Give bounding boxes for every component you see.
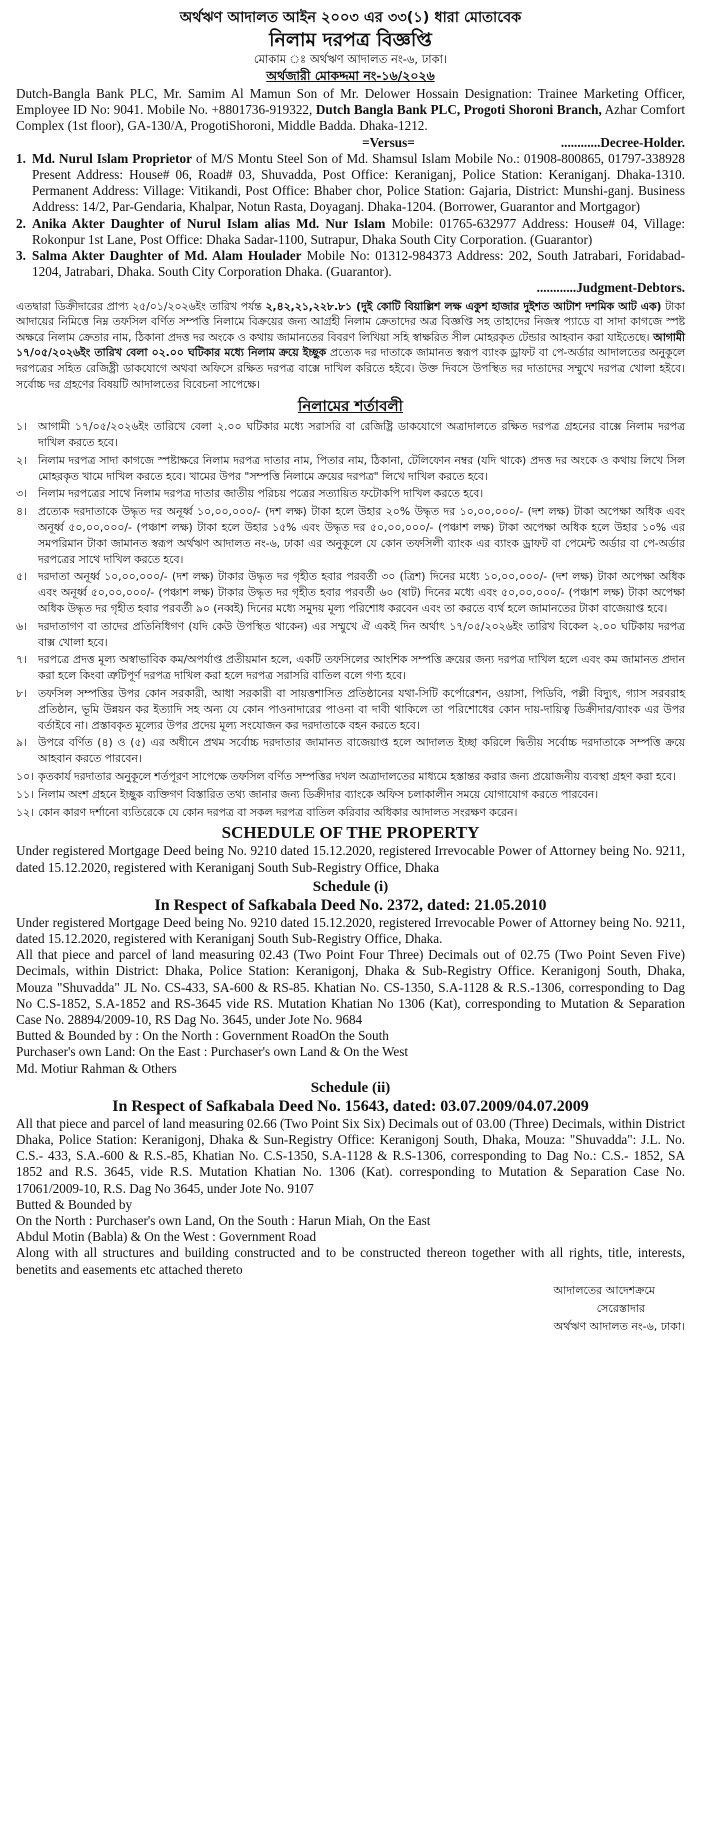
notice-title: নিলাম দরপত্র বিজ্ঞপ্তি (269, 29, 432, 51)
debtor-item (16, 216, 685, 248)
condition-number: ৩। (16, 487, 27, 501)
signature-court: অর্থঋণ আদালত নং-৬, ঢাকা। (553, 1319, 685, 1333)
schedule-ii-text-1: All that piece and parcel of land measuring 02.66 (Two Point Six Six) Decimals out of 03.00 (Three) Decimals, within District Dhaka, Police Station: Keranigonj, Dhaka & Sun-Registry Office: Keranigonj South, Dhaka, Mouza: "Shuvadda": J.L. No. C.S.- 433, S.A.-600 & R.S.-85, Khatian No. C.S-1350, S.A-1128 & R.S-1306, corresponding to Dag No.: C.S.- 1852, SA 1852 and R.S. 3645, vide R.S. Mutation Khatian No. 1306 (Kat). corresponding to Mutation & Separation Case No. 17061/2009-10, R.S. Dag No 3645, under Jote No. 9107 (16, 1115, 685, 1196)
condition-text: নিলাম দরপত্রের সাথে নিলাম দরপত্র দাতার জাতীয় পরিচয় পত্রের সত্যায়িত ফটোকপি দাখিল করতে হবে। (38, 487, 484, 501)
debtor-number: 2. (16, 215, 26, 231)
condition-text: নিলাম দরপত্র সাদা কাগজে স্পষ্টাক্ষরে নিলাম দরপত্র দাতার নাম, পিতার নাম, ঠিকানা, টেলিফোন নম্বর (যদি থাকে) প্রদত্ত দর অংকে ও কথায় লিখে সিল মোহরকৃত খামে দাখিল করতে হবে। খামের উপর "সম্পত্তি নিলামে ক্রয়ের দরপত্র" লিখে দাখিল করতে হবে। (38, 453, 685, 483)
condition-text: তফসিল সম্পত্তির উপর কোন সরকারী, আধা সরকারী বা সায়ত্তশাসিত প্রতিষ্ঠানের যথা-সিটি কর্পোরেশন, ওয়াসা, পিডিবি, পল্লী বিদ্যুৎ, গ্যাস সরবরাহ প্রতিষ্ঠান, ভূমি উন্নয়ন কর ইত্যাদি সহ অন্য যে কোন পাওনাদারের পাওনা বা দাবী থাকিলে তা পরিশোধের কোন দায়-দায়িত্ব ডিক্রীদার/ব্যাংক এর উপর বর্তাইবে না। প্রস্তাবকৃত মূল্যের উপর প্রদেয় মূল্য সংযোজন কর দরদাতাকে বহন করতে হবে। (38, 686, 685, 732)
decree-holder-block (16, 86, 685, 135)
condition-number: ১২। (16, 805, 34, 819)
condition-number: ৮। (16, 686, 27, 700)
notice-text-1: এতদ্বারা ডিক্রীদারের প্রাপ্য ২৫/০১/২০২৬ইং তারিখ পর্যন্ত (16, 299, 266, 313)
condition-text: প্রত্যেক দরদাতাকে উদ্ধৃত দর অনূর্ধ্ব ১০,০০,০০০/- (দশ লক্ষ) টাকা হলে উহার ২০% উদ্ধৃত দর ১০,০০,০০০/- (দশ লক্ষ) টাকা অপেক্ষা অধিক এবং অনূর্ধ্ব ৫০,০০,০০০/- (পঞ্চাশ লক্ষ) টাকা হলে উহার ১৫% এবং উদ্ধৃত দর ৫০,০০,০০০/- (পঞ্চাশ লক্ষ) টাকা অপেক্ষা অধিক হলে উহার ১০% এর সমপরিমান টাকা জামানত স্বরূপ অর্থঋণ আদালত নং-৬, ঢাকা এর অনুকূলে যে কোন তফসিলী ব্যাংক এর ব্যাংক ড্রাফট বা পেমেন্ট অর্ডার বা পে-অর্ডার দরপত্রের সাথে দাখিল করতে হবে। (38, 505, 685, 566)
debtor-number: 1. (16, 150, 26, 166)
condition-item (16, 504, 685, 567)
condition-number: ৬। (16, 619, 27, 633)
debtor-text: of M/S Montu Steel Son of Md. Shamsul Islam Mobile No.: 01908-800865, 01797-338928 Present Address: House# 06, Road# 03, Shuvadda, Post Office: Keraniganj, Police Station: Keraniganj. Dhaka-1310. Permanent Address: Village: Vitikandi, Post Office: Bhaber chor, Police Station: Gajaria, District: Munshi-ganj. Business Address: 14/2, Par-Gendaria, Khalpar, Notun Rasta, Doyaganj. Dhaka-1204. (Borrower, Guarantor and Mortgagor) (32, 150, 685, 215)
debtor-number: 3. (16, 248, 26, 264)
condition-item (16, 419, 685, 451)
schedule-i-boundary-3: Md. Motiur Rahman & Others (16, 1060, 177, 1076)
condition-number: ২। (16, 453, 27, 467)
signature-order: আদালতের আদেশক্রমে (553, 1283, 655, 1297)
schedule-ii-label: Schedule (ii) (310, 1079, 391, 1096)
debtor-name: Md. Nurul Islam Proprietor (32, 150, 193, 166)
debtor-name: Salma Akter Daughter of Md. Alam Houlader (32, 248, 302, 264)
law-reference: অর্থঋণ আদালত আইন ২০০৩ এর ৩৩(১) ধারা মোতাবেক (179, 10, 522, 26)
schedule-i-label: Schedule (i) (312, 878, 389, 895)
condition-item (16, 735, 685, 767)
debtor-item (16, 248, 685, 280)
condition-number: ১। (16, 420, 27, 434)
conditions-title: নিলামের শর্তাবলী (298, 397, 403, 416)
schedule-title: SCHEDULE OF THE PROPERTY (221, 823, 480, 843)
condition-text: নিলাম অংশ গ্রহনে ইচ্ছুক ব্যক্তিগণ বিস্তারিত তথ্য জানার জন্য ডিক্রীদার ব্যাংকে অফিস চলাকালীন সময়ে যোগাযোগ করতে পারবেন। (38, 787, 599, 801)
schedule-ii-deed: In Respect of Safkabala Deed No. 15643, dated: 03.07.2009/04.07.2009 (112, 1097, 589, 1115)
condition-number: ১১। (16, 787, 34, 801)
condition-text: কোন কারণ দর্শানো ব্যতিরেকে যে কোন দরপত্র বা সকল দরপত্র বাতিল করিবার অধিকার আদালত সংরক্ষণ করেন। (38, 805, 518, 819)
condition-text: কৃতকার্য দরদাতার অনুকূলে শর্তপূরণ সাপেক্ষে তফসিল বর্ণিত সম্পত্তির দখল অত্রাদালতের মাধ্যমে হস্তান্তর করার জন্য প্রয়োজনীয় ব্যবস্থা গ্রহণ করা হবে। (38, 769, 676, 783)
decree-holder-address: Azhar Comfort Complex (1st floor), GA-130/A, ProgotiShoroni, Middle Badda. Dhaka-1212. (16, 102, 686, 134)
schedule-ii-text-2: Along with all structures and building constructed and to be constructed thereon together with all rights, title, interests, benetits and easements etc attached thereto (16, 1245, 685, 1277)
signature-block (16, 1282, 685, 1336)
versus-row (16, 135, 685, 151)
condition-item (16, 787, 685, 803)
condition-item (16, 805, 685, 821)
notice-text-2: টাকা আদায়ের নিমিত্তে নিম্ন তফসিল বর্ণিত সম্পত্তি নিলামে বিক্রয়ের জন্য আগ্রহী নিলাম ক্রেতাদের অত্র বিজ্ঞপ্তি সহ তাহাদের নিজস্ব প্যাডে বা সাদা কাগজে স্পষ্ট অক্ষরে নিলাম ক্রেতার নাম, ঠিকানা প্রদত্ত দর অংকে ও কথায় জামানতের বিবরণ লিখিয়া সহি স্বাক্ষরিত সীল মোহরকৃত টেন্ডার আহবান করা যাইতেছে। (16, 299, 685, 344)
condition-item (16, 453, 685, 485)
condition-item (16, 569, 685, 616)
versus-label: =Versus= (362, 134, 415, 150)
decree-holder-text: Dutch-Bangla Bank PLC, Mr. Samim Al Mamun Son of Mr. Delower Hossain Designation: Trainee Marketing Officer, Employee ID No: 9041. Mobile No. +8801736-919322, (16, 86, 685, 118)
notice-header (16, 8, 685, 84)
condition-number: ৫। (16, 570, 27, 584)
condition-item (16, 769, 685, 785)
notice-body (16, 299, 685, 393)
schedule-ii-boundary-1: On the North : Purchaser's own Land, On the South : Harun Miah, On the East (16, 1212, 431, 1228)
decree-holder-label: ............Decree-Holder. (560, 134, 685, 150)
condition-item (16, 486, 685, 502)
signature-title: সেরেস্তাদার (596, 1301, 645, 1315)
condition-item (16, 619, 685, 651)
condition-text: উপরে বর্ণিত (৪) ও (৫) এর অধীনে প্রথম সর্বোচ্চ দরদাতার জামানত বাজেয়াপ্ত হলে আদালত ইচ্ছা করিলে দ্বিতীয় সর্বোচ্চ দরদাতাকে সম্পত্তি ক্রয়ে আহবান করতে পারবেন। (38, 736, 685, 766)
condition-item (16, 652, 685, 684)
case-number: অর্থজারী মোকদ্দমা নং-১৬/২০২৬ (266, 68, 435, 83)
conditions-list (16, 419, 685, 820)
condition-text: দরদাতাগণ বা তাদের প্রতিনিধিগণ (যদি কেউ উপস্থিত থাকেন) এর সম্মুখে ঐ একই দিন অর্থাৎ ১৭/০৫/২০২৬ইং তারিখ বিকেল ২.০০ ঘটিকায় দরপত্র বাক্স খোলা হবে। (38, 619, 685, 649)
schedule-i-boundary-1: Butted & Bounded by : On the North : Government RoadOn the South (16, 1028, 389, 1044)
condition-text: দরদাতা অনূর্ধ্ব ১০,০০,০০০/- (দশ লক্ষ) টাকার উদ্ধৃত দর গৃহীত হবার পরবর্তী ৩০ (ত্রিশ) দিনের মধ্যে ১০,০০,০০০/- (দশ লক্ষ) টাকা অপেক্ষা অধিক এবং অনূর্ধ্ব ৫০,০০,০০০/- (পঞ্চাশ লক্ষ) টাকার উদ্ধৃত দর গৃহীত হবার পরবর্তী ৬০ (ষাট) দিনের মধ্যে এবং ৫০,০০,০০০/- (পঞ্চাশ লক্ষ) টাকা অপেক্ষা অধিক উদ্ধৃত দর গৃহীত হবার পরবর্তী ৯০ (নব্বই) দিনের মধ্যে সমুদয় মূল্য পরিশোধ করবেন এবং তা করতে ব্যর্থ হলে জামানতের টাকা বাজেয়াপ্ত হবে। (38, 570, 685, 615)
condition-number: ১০। (16, 769, 34, 783)
bank-branch: Dutch Bangla Bank PLC, Progoti Shoroni Branch, (315, 102, 602, 118)
schedule-ii-boundary-0: Butted & Bounded by (16, 1196, 133, 1212)
notice-text-3: প্রত্যেক দর দাতাকে জামানত স্বরূপ ব্যাংক ড্রাফট বা পে-অর্ডার আদালতের অনুকূলে দরপত্রের সহিত রেজিষ্ট্রী ডাকযোগে অথবা অফিসে রক্ষিত দরপত্র বাক্সে দাখিল করিতে হইবে। উক্ত দিবসে উপস্থিত দর দাতাদের সম্মুখে দরপত্র খোলা হইবে। সর্বোচ্চ দর গ্রহণের বিষয়টি আদালতের বিবেচনা সাপেক্ষে। (16, 346, 685, 391)
debtor-text: Mobile: 01765-632977 Address: House# 04, Village: Rokonpur 1st Lane, Post Office: Dhaka Sadar-1100, Sutrapur, Dhaka South City Corporation. (Guarantor) (32, 215, 686, 247)
schedule-i-deed: In Respect of Safkabala Deed No. 2372, dated: 21.05.2010 (154, 896, 547, 914)
claim-amount: ২,৪২,২১,২২৮.৮১ (দুই কোটি বিয়াল্লিশ লক্ষ একুশ হাজার দুইশত আটাশ দশমিক আট এক) (265, 299, 662, 313)
debtor-text: Mobile No: 01312-984373 Address: 202, South Jatrabari, Foridabad-1204, Jatrabari, Dhaka. South City Corporation Dhaka. (Guarantor). (32, 248, 685, 280)
debtor-details (32, 151, 685, 216)
judgment-debtors-label: ............Judgment-Debtors. (536, 280, 685, 296)
debtor-details (32, 248, 685, 280)
debtor-item (16, 151, 685, 216)
condition-number: ৯। (16, 736, 27, 750)
schedule-i-boundary-2: Purchaser's own Land: On the East : Purchaser's own Land & On the West (16, 1044, 409, 1060)
condition-text: দরপত্রে প্রদত্ত মূল্য অস্বাভাবিক কম/অপর্যাপ্ত প্রতীয়মান হলে, একটি তফসিলের আংশিক সম্পত্তি ক্রয়ের জন্য দরপত্র দাখিল হলে এবং কম জামানত প্রদান করা হলে কিংবা ত্রুটিপূর্ণ দরপত্র দাখিল করা হলে দরপত্র সরাসরি বাতিল বলে গণ্য হবে। (38, 653, 685, 683)
debtor-list (16, 151, 685, 281)
court-name: মোকাম ঃ অর্থঋণ আদালত নং-৬, ঢাকা। (253, 52, 448, 66)
debtor-details (32, 216, 685, 248)
schedule-i-text-2: All that piece and parcel of land measuring 02.43 (Two Point Four Three) Decimals out of 02.75 (Two Point Seven Five) Decimals, within District: Dhaka, Police Station: Keranigonj, Dhaka & Sub-Registry Office. Keranigonj South, Dhaka, Mouza "Shuvadda" JL No. CS-433, SA-600 & RS-85. Khatian No. CS-1350, S.A-1128 & R.S.-1306, corresponding to Dag No C.S-1852, S.A-1852 and RS-3645 vide RS. Mutation Khatian No 1306 (Kat), corresponding to Mutation & Separation Case No. 28894/2009-10, RS Dag No. 3645, under Jote No. 9684 (16, 947, 685, 1027)
debtor-name: Anika Akter Daughter of Nurul Islam alias Md. Nur Islam (32, 215, 386, 231)
condition-number: ৪। (16, 505, 27, 519)
condition-text: আগামী ১৭/০৫/২০২৬ইং তারিখে বেলা ২.০০ ঘটিকার মধ্যে সরাসরি বা রেজিষ্ট্রি ডাকযোগে অত্রাদালতে রক্ষিত দরপত্র গ্রহনের বাক্সে নিলাম দরপত্র দাখিল করতে হবে। (38, 420, 685, 449)
condition-number: ৭। (16, 653, 27, 667)
schedule-ii-boundary-2: Abdul Motin (Babla) & On the West : Government Road (16, 1229, 317, 1245)
schedule-i-text-1: Under registered Mortgage Deed being No. 9210 dated 15.12.2020, registered Irrevocable Power of Attorney being No. 9211, dated 15.12.2020, registered with Keraniganj South Sub-Registry Office, Dhaka. (16, 914, 685, 946)
tender-deadline: আগামী ১৭/০৫/২০২৬ইং তারিখ বেলা ০২.০০ ঘটিকার মধ্যে নিলাম ক্রয়ে ইচ্ছুক (16, 330, 685, 360)
condition-item (16, 686, 685, 733)
schedule-intro: Under registered Mortgage Deed being No. 9210 dated 15.12.2020, registered Irrevocable Power of Attorney being No. 9211, dated 15.12.2020, registered with Keraniganj South Sub-Registry Office, Dhaka (16, 843, 685, 875)
